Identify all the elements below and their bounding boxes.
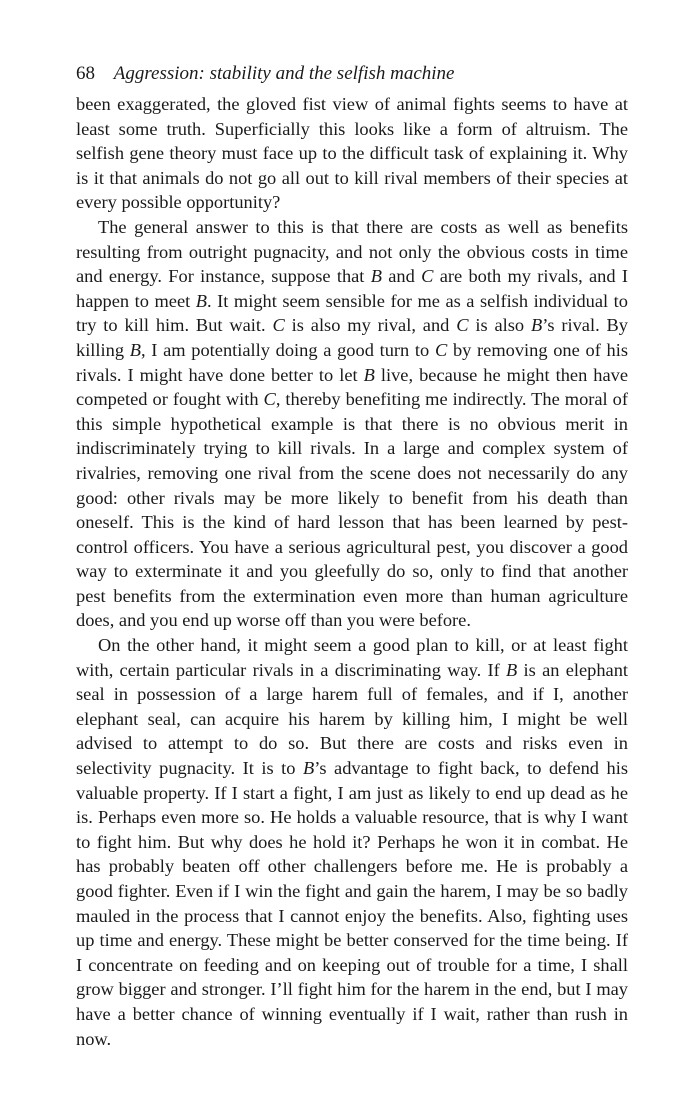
body-text: [76, 92, 628, 1051]
running-header: [76, 62, 628, 86]
book-page: [76, 62, 628, 1051]
paragraph: On the other hand, it might seem a good plan to kill, or at least fight with, certain particular rivals in a discriminating way. If B is an elephant seal in possession of a large harem full of females, and if I, another elephant seal, can acquire his harem by killing him, I might be well advised to attempt to do so. But there are costs and risks even in selectivity pugnacity. It is to B’s advantage to fight back, to defend his valuable property. If I start a fight, I am just as likely to end up dead as he is. Perhaps even more so. He holds a valuable resource, that is why I want to fight him. But why does he hold it? Perhaps he won it in combat. He has probably beaten off other challengers before me. He is probably a good fighter. Even if I win the fight and gain the harem, I may be so badly mauled in the process that I cannot enjoy the benefits. Also, fighting uses up time and energy. These might be better conserved for the time being. If I concentrate on feeding and on keeping out of trouble for a time, I shall grow bigger and stronger. I’ll fight him for the harem in the end, but I may have a better chance of winning eventually if I wait, rather than rush in now.: [76, 635, 628, 1049]
paragraph-continued: been exaggerated, the gloved fist view of animal fights seems to have at least some truth. Superficially this looks like a form of altruism. The selfish gene theory must face up to the difficult task of explaining it. Why is it that animals do not go all out to kill rival members of their species at every possible opportunity?: [76, 94, 628, 213]
paragraph: The general answer to this is that there are costs as well as benefits resulting from outright pugnacity, and not only the obvious costs in time and energy. For instance, suppose that B and C are both my rivals, and I happen to meet B. It might seem sensible for me as a selfish individual to try to kill him. But wait. C is also my rival, and C is also B’s rival. By killing B, I am potentially doing a good turn to C by removing one of his rivals. I might have done better to let B live, because he might then have competed or fought with C, thereby benefiting me indirectly. The moral of this simple hypothetical example is that there is no obvious merit in indiscriminately trying to kill rivals. In a large and complex system of rivalries, removing one rival from the scene does not necessarily do any good: other rivals may be more likely to benefit from his death than oneself. This is the kind of hard lesson that has been learned by pest-control officers. You have a serious agricultural pest, you discover a good way to exterminate it and you gleefully do so, only to find that another pest benefits from the extermination even more than human agriculture does, and you end up worse off than you were before.: [76, 216, 629, 631]
page-number: 68: [76, 63, 95, 84]
running-title: Aggression: stability and the selfish machine: [113, 63, 455, 84]
